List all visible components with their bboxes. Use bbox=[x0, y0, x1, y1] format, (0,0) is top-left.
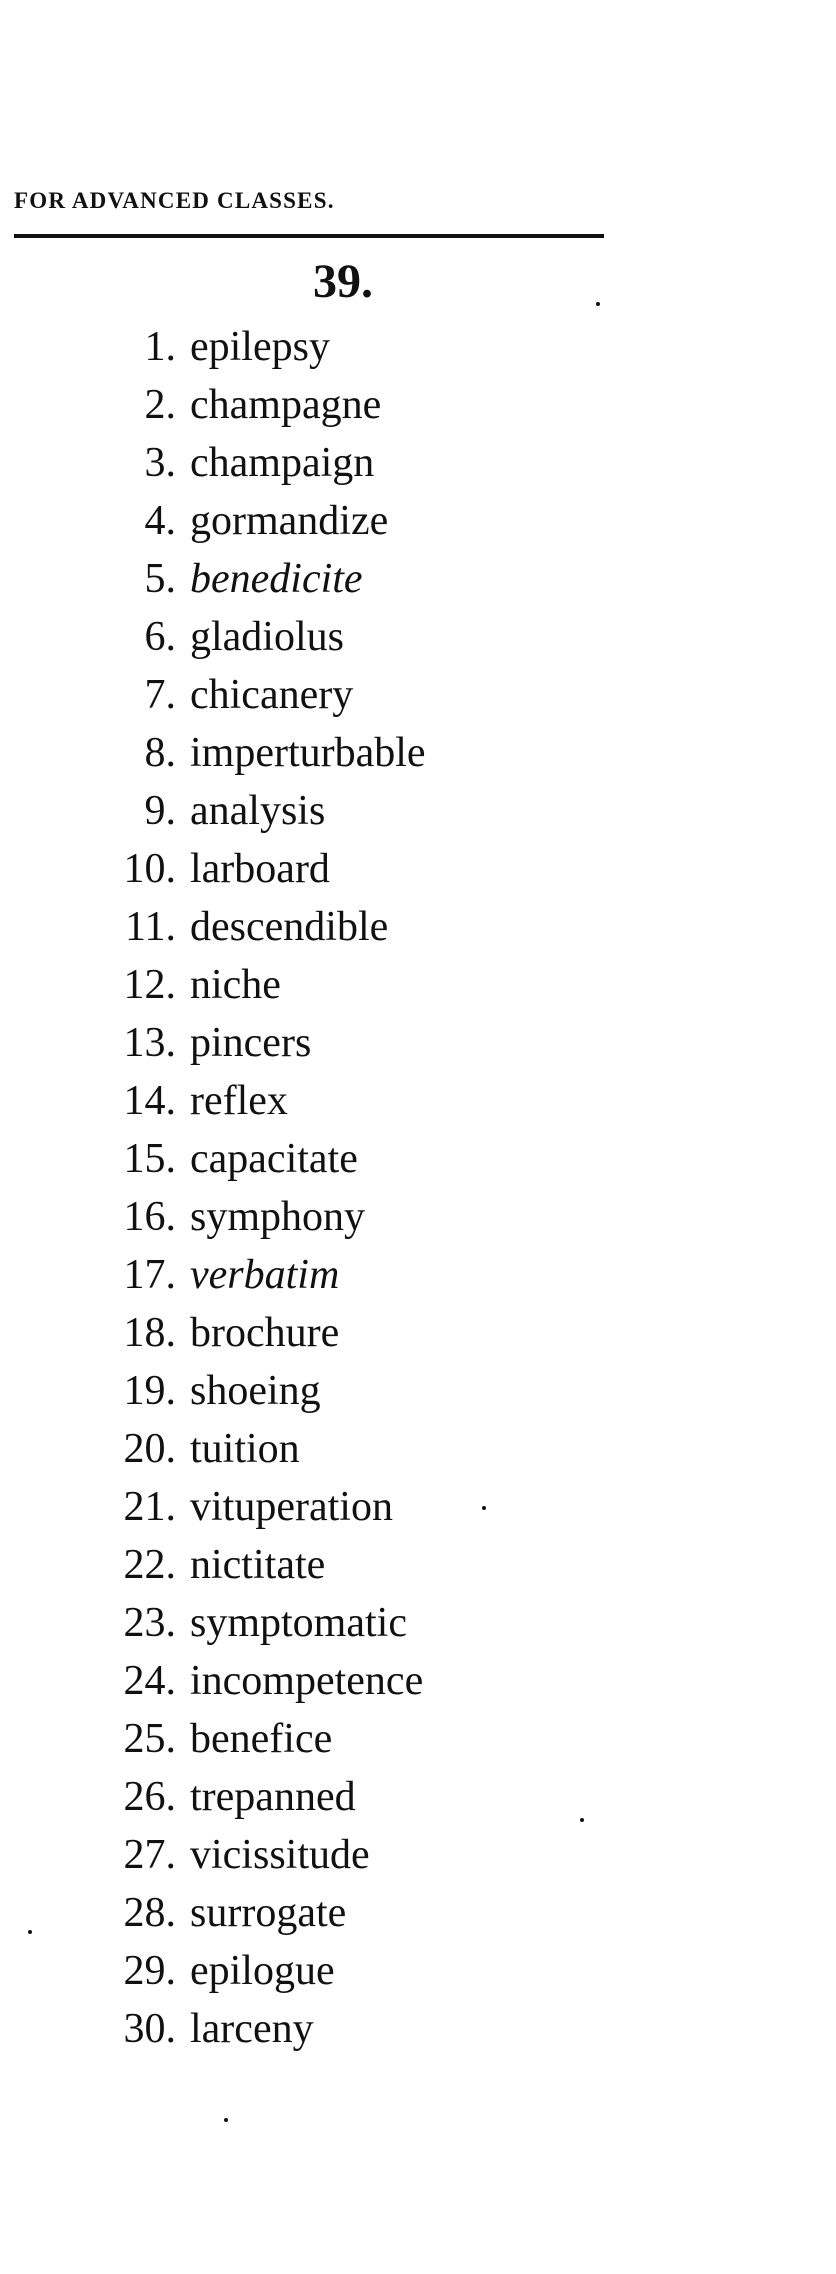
list-item bbox=[0, 376, 836, 434]
item-word: pincers bbox=[190, 1020, 312, 1066]
item-number: 7. bbox=[144, 672, 176, 718]
page-header: FOR ADVANCED CLASSES. bbox=[14, 188, 335, 213]
list-item bbox=[0, 434, 836, 492]
word-list bbox=[0, 318, 836, 2058]
list-item bbox=[0, 898, 836, 956]
item-number: 3. bbox=[144, 440, 176, 486]
item-number: 15. bbox=[123, 1136, 176, 1182]
item-number: 4. bbox=[144, 498, 176, 544]
item-word: trepanned bbox=[190, 1774, 356, 1820]
list-item bbox=[0, 1594, 836, 1652]
header-rule bbox=[14, 234, 604, 238]
item-word: niche bbox=[190, 962, 281, 1008]
item-number: 24. bbox=[123, 1658, 176, 1704]
item-number: 27. bbox=[123, 1832, 176, 1878]
item-word: incompetence bbox=[190, 1658, 424, 1704]
item-word: surrogate bbox=[190, 1890, 347, 1936]
item-number: 17. bbox=[123, 1252, 176, 1298]
item-number: 10. bbox=[123, 846, 176, 892]
item-word: gormandize bbox=[190, 498, 389, 544]
item-word: capacitate bbox=[190, 1136, 358, 1182]
item-word: epilepsy bbox=[190, 324, 330, 370]
item-word: tuition bbox=[190, 1426, 300, 1472]
list-item bbox=[0, 1768, 836, 1826]
list-item bbox=[0, 782, 836, 840]
list-item bbox=[0, 1246, 836, 1304]
item-number: 20. bbox=[123, 1426, 176, 1472]
item-number: 16. bbox=[123, 1194, 176, 1240]
item-word: verbatim bbox=[190, 1252, 340, 1298]
list-item bbox=[0, 1710, 836, 1768]
item-number: 14. bbox=[123, 1078, 176, 1124]
item-number: 19. bbox=[123, 1368, 176, 1414]
ink-speck bbox=[224, 2118, 228, 2122]
list-item bbox=[0, 1420, 836, 1478]
item-word: chicanery bbox=[190, 672, 354, 718]
item-number: 6. bbox=[144, 614, 176, 660]
item-word: symptomatic bbox=[190, 1600, 407, 1646]
item-word: epilogue bbox=[190, 1948, 335, 1994]
item-number: 9. bbox=[144, 788, 176, 834]
ink-speck bbox=[596, 302, 600, 306]
item-word: brochure bbox=[190, 1310, 340, 1356]
item-number: 18. bbox=[123, 1310, 176, 1356]
item-number: 28. bbox=[123, 1890, 176, 1936]
item-word: larboard bbox=[190, 846, 330, 892]
item-number: 2. bbox=[144, 382, 176, 428]
item-word: champagne bbox=[190, 382, 382, 428]
item-word: larceny bbox=[190, 2006, 314, 2052]
item-number: 12. bbox=[123, 962, 176, 1008]
item-word: reflex bbox=[190, 1078, 288, 1124]
list-item bbox=[0, 1826, 836, 1884]
ink-speck bbox=[580, 1818, 584, 1822]
list-item bbox=[0, 318, 836, 376]
item-word: nictitate bbox=[190, 1542, 326, 1588]
list-item bbox=[0, 1884, 836, 1942]
list-item bbox=[0, 1188, 836, 1246]
item-number: 21. bbox=[123, 1484, 176, 1530]
list-item bbox=[0, 956, 836, 1014]
list-item bbox=[0, 1362, 836, 1420]
item-word: imperturbable bbox=[190, 730, 426, 776]
item-number: 22. bbox=[123, 1542, 176, 1588]
item-word: shoeing bbox=[190, 1368, 321, 1414]
item-word: vituperation bbox=[190, 1484, 393, 1530]
item-word: gladiolus bbox=[190, 614, 344, 660]
item-number: 23. bbox=[123, 1600, 176, 1646]
list-item bbox=[0, 1942, 836, 2000]
list-item bbox=[0, 2000, 836, 2058]
item-word: champaign bbox=[190, 440, 375, 486]
list-item bbox=[0, 666, 836, 724]
item-number: 26. bbox=[123, 1774, 176, 1820]
list-item bbox=[0, 608, 836, 666]
ink-speck bbox=[28, 1930, 32, 1934]
item-number: 13. bbox=[123, 1020, 176, 1066]
item-word: symphony bbox=[190, 1194, 366, 1240]
list-item bbox=[0, 1478, 836, 1536]
ink-speck bbox=[482, 1506, 486, 1510]
list-item bbox=[0, 840, 836, 898]
list-item bbox=[0, 1304, 836, 1362]
item-number: 5. bbox=[144, 556, 176, 602]
item-number: 30. bbox=[123, 2006, 176, 2052]
item-word: descendible bbox=[190, 904, 389, 950]
item-number: 25. bbox=[123, 1716, 176, 1762]
item-word: analysis bbox=[190, 788, 326, 834]
list-item bbox=[0, 1072, 836, 1130]
item-number: 1. bbox=[144, 324, 176, 370]
item-number: 8. bbox=[144, 730, 176, 776]
lesson-number: 39. bbox=[313, 255, 373, 308]
list-item bbox=[0, 1652, 836, 1710]
item-word: vicissitude bbox=[190, 1832, 370, 1878]
list-item bbox=[0, 1536, 836, 1594]
list-item bbox=[0, 1130, 836, 1188]
item-number: 29. bbox=[123, 1948, 176, 1994]
list-item bbox=[0, 724, 836, 782]
list-item bbox=[0, 550, 836, 608]
list-item bbox=[0, 492, 836, 550]
item-number: 11. bbox=[125, 904, 176, 950]
item-word: benefice bbox=[190, 1716, 333, 1762]
list-item bbox=[0, 1014, 836, 1072]
item-word: benedicite bbox=[190, 556, 363, 602]
